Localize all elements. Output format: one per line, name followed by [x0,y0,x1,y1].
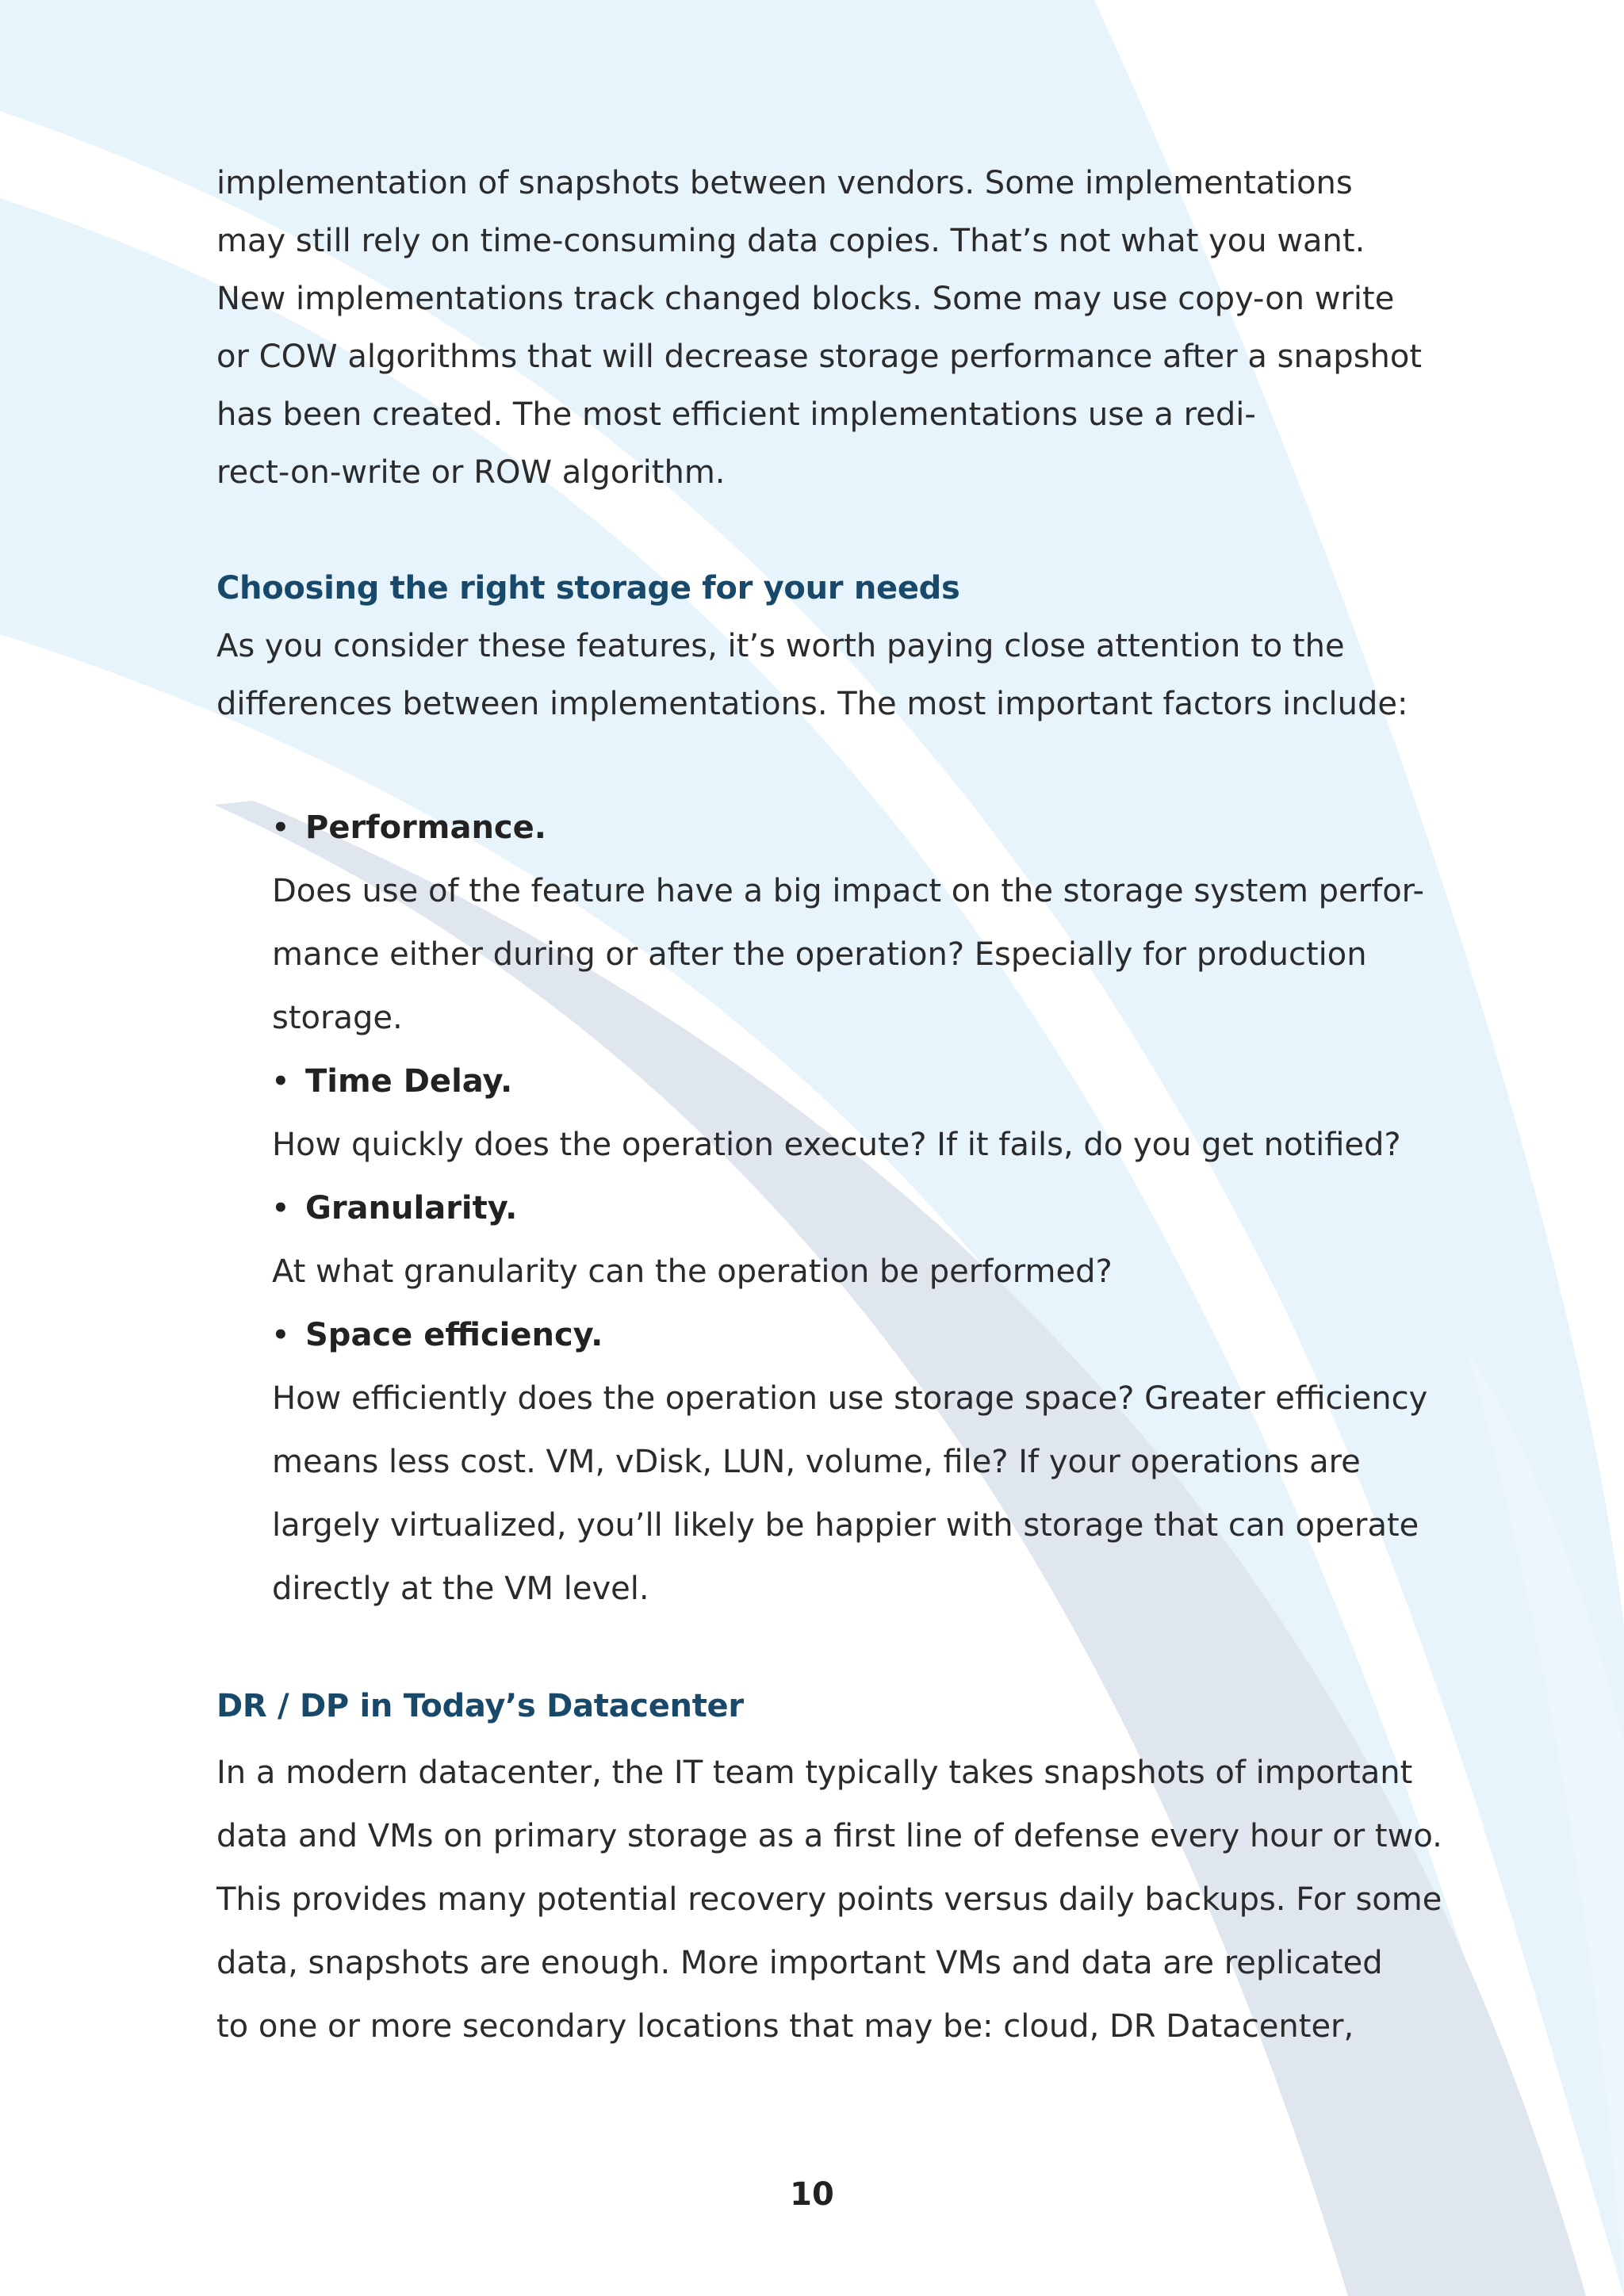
bullet-title: Space efficiency. [305,1317,603,1353]
bullet-title: Granularity. [305,1190,518,1226]
text-line: How efficiently does the operation use storage space? Greater efficiency [272,1380,1428,1417]
text-line: directly at the VM level. [272,1571,649,1607]
bullet-item-granularity [272,1177,1461,1303]
text-line: has been created. The most efficient implementations use a redi- [216,396,1256,433]
text-line: In a modern datacenter, the IT team typically takes snapshots of important [216,1755,1413,1791]
text-line: to one or more secondary locations that may be: cloud, DR Datacenter, [216,2008,1354,2045]
intro-paragraph [216,155,1454,502]
bullet-dot-icon: • [272,812,289,844]
text-line: data and VMs on primary storage as a first line of defense every hour or two. [216,1818,1442,1854]
section-intro-paragraph [216,618,1454,733]
text-line: How quickly does the operation execute? If it fails, do you get notified? [272,1127,1401,1163]
text-line: rect-on-write or ROW algorithm. [216,454,726,491]
factors-bullet-list [272,796,1461,1621]
bullet-description [272,1240,1461,1303]
text-line: differences between implementations. The most important factors include: [216,686,1408,722]
text-line: implementation of snapshots between vendors. Some implementations [216,165,1353,201]
section-heading-choosing-storage: Choosing the right storage for your needs [216,570,960,607]
text-line: or COW algorithms that will decrease storage performance after a snapshot [216,339,1423,375]
text-line: largely virtualized, you’ll likely be happier with storage that can operate [272,1507,1419,1544]
bullet-dot-icon: • [272,1319,289,1351]
bullet-description [272,1113,1461,1177]
dr-dp-paragraph [216,1741,1454,2058]
text-line: mance either during or after the operation? Especially for production [272,936,1367,973]
text-line: means less cost. VM, vDisk, LUN, volume, file? If your operations are [272,1444,1361,1480]
bullet-item-performance [272,796,1461,1050]
bullet-description [272,1367,1461,1621]
text-line: At what granularity can the operation be performed? [272,1253,1113,1290]
bullet-title: Performance. [305,809,546,846]
bullet-title: Time Delay. [305,1063,513,1100]
bullet-item-space-efficiency [272,1303,1461,1621]
text-line: This provides many potential recovery points versus daily backups. For some [216,1881,1442,1918]
bullet-dot-icon: • [272,1192,289,1224]
section-heading-dr-dp: DR / DP in Today’s Datacenter [216,1688,744,1724]
text-line: may still rely on time-consuming data copies. That’s not what you want. [216,223,1365,259]
page-number: 10 [790,2176,834,2213]
text-line: New implementations track changed blocks. Some may use copy-on write [216,281,1395,317]
bullet-description [272,859,1461,1050]
text-line: storage. [272,1000,403,1036]
text-line: Does use of the feature have a big impact on the storage system perfor- [272,873,1424,909]
bullet-item-time-delay [272,1050,1461,1177]
text-line: As you consider these features, it’s worth paying close attention to the [216,628,1345,664]
bullet-dot-icon: • [272,1066,289,1097]
text-line: data, snapshots are enough. More important VMs and data are replicated [216,1945,1383,1981]
